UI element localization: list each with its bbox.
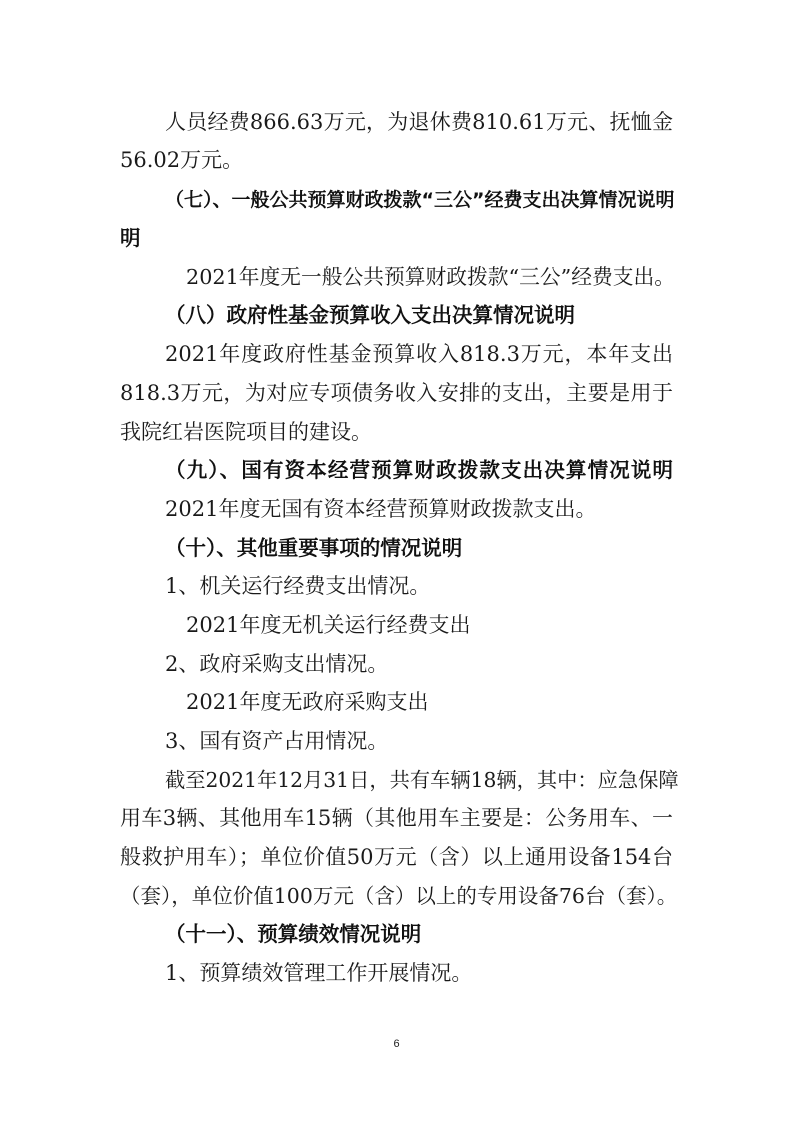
body-text-line: （套），单位价值100万元（含）以上的专用设备76台（套）。: [120, 884, 678, 908]
body-text-line: 2021年度无一般公共预算财政拨款“三公”经费支出。: [186, 265, 676, 289]
body-text-line: 818.3万元，为对应专项债务收入安排的支出，主要是用于: [120, 381, 673, 405]
body-text-line: 用车3辆、其他用车15辆（其他用车主要是：公务用车、一: [120, 806, 673, 830]
body-text-line: 1、机关运行经费支出情况。: [165, 574, 431, 598]
body-text-line: 人员经费866.63万元，为退休费810.61万元、抚恤金: [165, 110, 673, 134]
body-text-line: 1、预算绩效管理工作开展情况。: [165, 961, 473, 985]
body-text-line: 2、政府采购支出情况。: [165, 652, 389, 676]
section-heading: （七）、一般公共预算财政拨款“三公”经费支出决算情况说明: [165, 189, 675, 211]
body-text-line: 我院红岩医院项目的建设。: [120, 420, 372, 444]
body-text-line: 般救护用车）；单位价值50万元（含）以上通用设备154台: [120, 845, 673, 869]
section-heading: （八）政府性基金预算收入支出决算情况说明: [165, 303, 575, 327]
body-text-line: 3、国有资产占用情况。: [165, 729, 389, 753]
body-text-line: 2021年度无国有资本经营预算财政拨款支出。: [165, 497, 597, 521]
body-text-line: 截至2021年12月31日，共有车辆18辆，其中：应急保障: [165, 768, 679, 792]
section-heading: （十一）、预算绩效情况说明: [165, 922, 422, 946]
body-text-line: 2021年度无机关运行经费支出: [186, 613, 471, 637]
section-heading: 明: [120, 226, 141, 250]
section-heading: （九）、国有资本经营预算财政拨款支出决算情况说明: [165, 458, 673, 482]
page-number: 6: [393, 1038, 400, 1050]
body-text-line: 2021年度政府性基金预算收入818.3万元，本年支出: [165, 342, 673, 366]
section-heading: （十）、其他重要事项的情况说明: [165, 536, 463, 560]
body-text-line: 56.02万元。: [120, 148, 244, 172]
body-text-line: 2021年度无政府采购支出: [186, 690, 429, 714]
